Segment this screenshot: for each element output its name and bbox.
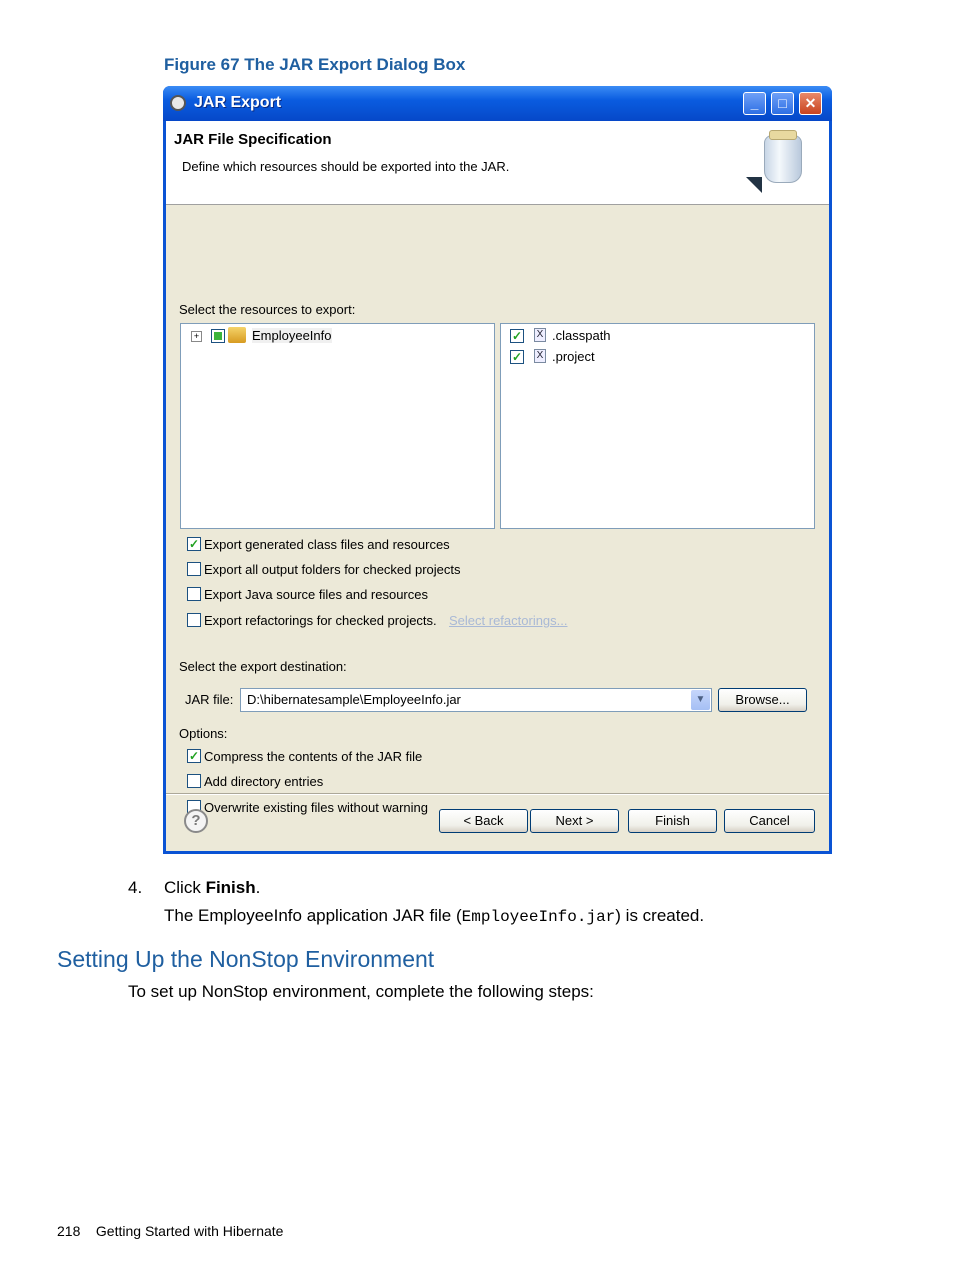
minimize-button[interactable]: _ (743, 92, 766, 115)
result-text-end: ) is created. (615, 906, 705, 925)
close-button[interactable]: ✕ (799, 92, 822, 115)
jar-icon (764, 135, 802, 183)
back-button[interactable]: < Back (439, 809, 528, 833)
next-button[interactable]: Next > (530, 809, 619, 833)
expand-icon[interactable]: + (191, 331, 202, 342)
tree-checkbox[interactable] (211, 329, 225, 343)
overwrite-label: Overwrite existing files without warning (204, 800, 428, 815)
jar-file-value: D:\hibernatesample\EmployeeInfo.jar (247, 692, 461, 707)
title-bar[interactable] (163, 86, 832, 121)
export-class-files-checkbox[interactable]: ✓ (188, 537, 200, 551)
step-finish-text: Finish (205, 878, 256, 897)
cancel-button[interactable]: Cancel (724, 809, 815, 833)
resource-tree[interactable] (180, 323, 495, 529)
maximize-button[interactable]: □ (771, 92, 794, 115)
export-refactorings-checkbox[interactable] (187, 613, 201, 627)
chevron-down-icon[interactable]: ▼ (691, 690, 710, 710)
header-description: Define which resources should be exported into the JAR. (182, 159, 510, 174)
header-title: JAR File Specification (174, 131, 332, 148)
result-filename: EmployeeInfo.jar (461, 908, 616, 926)
file-item: .classpath (552, 328, 611, 343)
section-heading: Setting Up the NonStop Environment (57, 946, 435, 972)
export-source-label: Export Java source files and resources (204, 587, 428, 602)
export-source-checkbox[interactable] (187, 587, 201, 601)
tree-item-label: EmployeeInfo (252, 328, 332, 343)
page-number: 218 (57, 1223, 81, 1239)
page-footer (57, 1223, 283, 1239)
compress-label: Compress the contents of the JAR file (204, 749, 423, 764)
dialog-body (166, 121, 829, 851)
export-refactorings-label: Export refactorings for checked projects. (204, 613, 437, 628)
help-icon[interactable]: ? (184, 809, 208, 833)
project-checkbox[interactable]: ✓ (511, 350, 523, 364)
jar-file-combo[interactable] (240, 688, 712, 712)
resources-label: Select the resources to export: (179, 302, 356, 317)
step-result (164, 906, 704, 926)
step-number: 4. (128, 878, 143, 897)
directory-entries-label: Add directory entries (204, 774, 324, 789)
jar-export-dialog (163, 86, 832, 854)
select-refactorings-link[interactable]: Select refactorings... (449, 613, 568, 628)
xml-file-icon: X (534, 349, 546, 363)
project-folder-icon (228, 327, 246, 343)
footer-title: Getting Started with Hibernate (95, 1223, 284, 1239)
file-list[interactable] (500, 323, 815, 529)
section-intro: To set up NonStop environment, complete the following steps: (128, 982, 594, 1001)
export-output-folders-label: Export all output folders for checked projects (204, 562, 461, 577)
compress-checkbox[interactable]: ✓ (188, 749, 200, 763)
eclipse-gear-icon (170, 95, 186, 111)
browse-button[interactable]: Browse... (718, 688, 807, 712)
jar-file-label: JAR file: (185, 692, 234, 707)
wizard-arrow-icon (746, 177, 762, 193)
step-click-text: Click (164, 878, 206, 897)
xml-file-icon: X (534, 328, 546, 342)
step-instruction (164, 878, 260, 898)
step-period: . (255, 878, 261, 897)
result-text: The EmployeeInfo application JAR file ( (164, 906, 462, 925)
export-class-files-label: Export generated class files and resources (204, 537, 450, 552)
footer-separator (166, 793, 829, 795)
export-output-folders-checkbox[interactable] (187, 562, 201, 576)
figure-caption: Figure 67 The JAR Export Dialog Box (164, 55, 466, 74)
header-banner (166, 121, 829, 205)
finish-button[interactable]: Finish (628, 809, 717, 833)
destination-label: Select the export destination: (179, 659, 347, 674)
options-label: Options: (179, 726, 228, 741)
dialog-title: JAR Export (194, 94, 282, 111)
classpath-checkbox[interactable]: ✓ (511, 329, 523, 343)
file-item: .project (552, 349, 595, 364)
directory-entries-checkbox[interactable] (187, 774, 201, 788)
